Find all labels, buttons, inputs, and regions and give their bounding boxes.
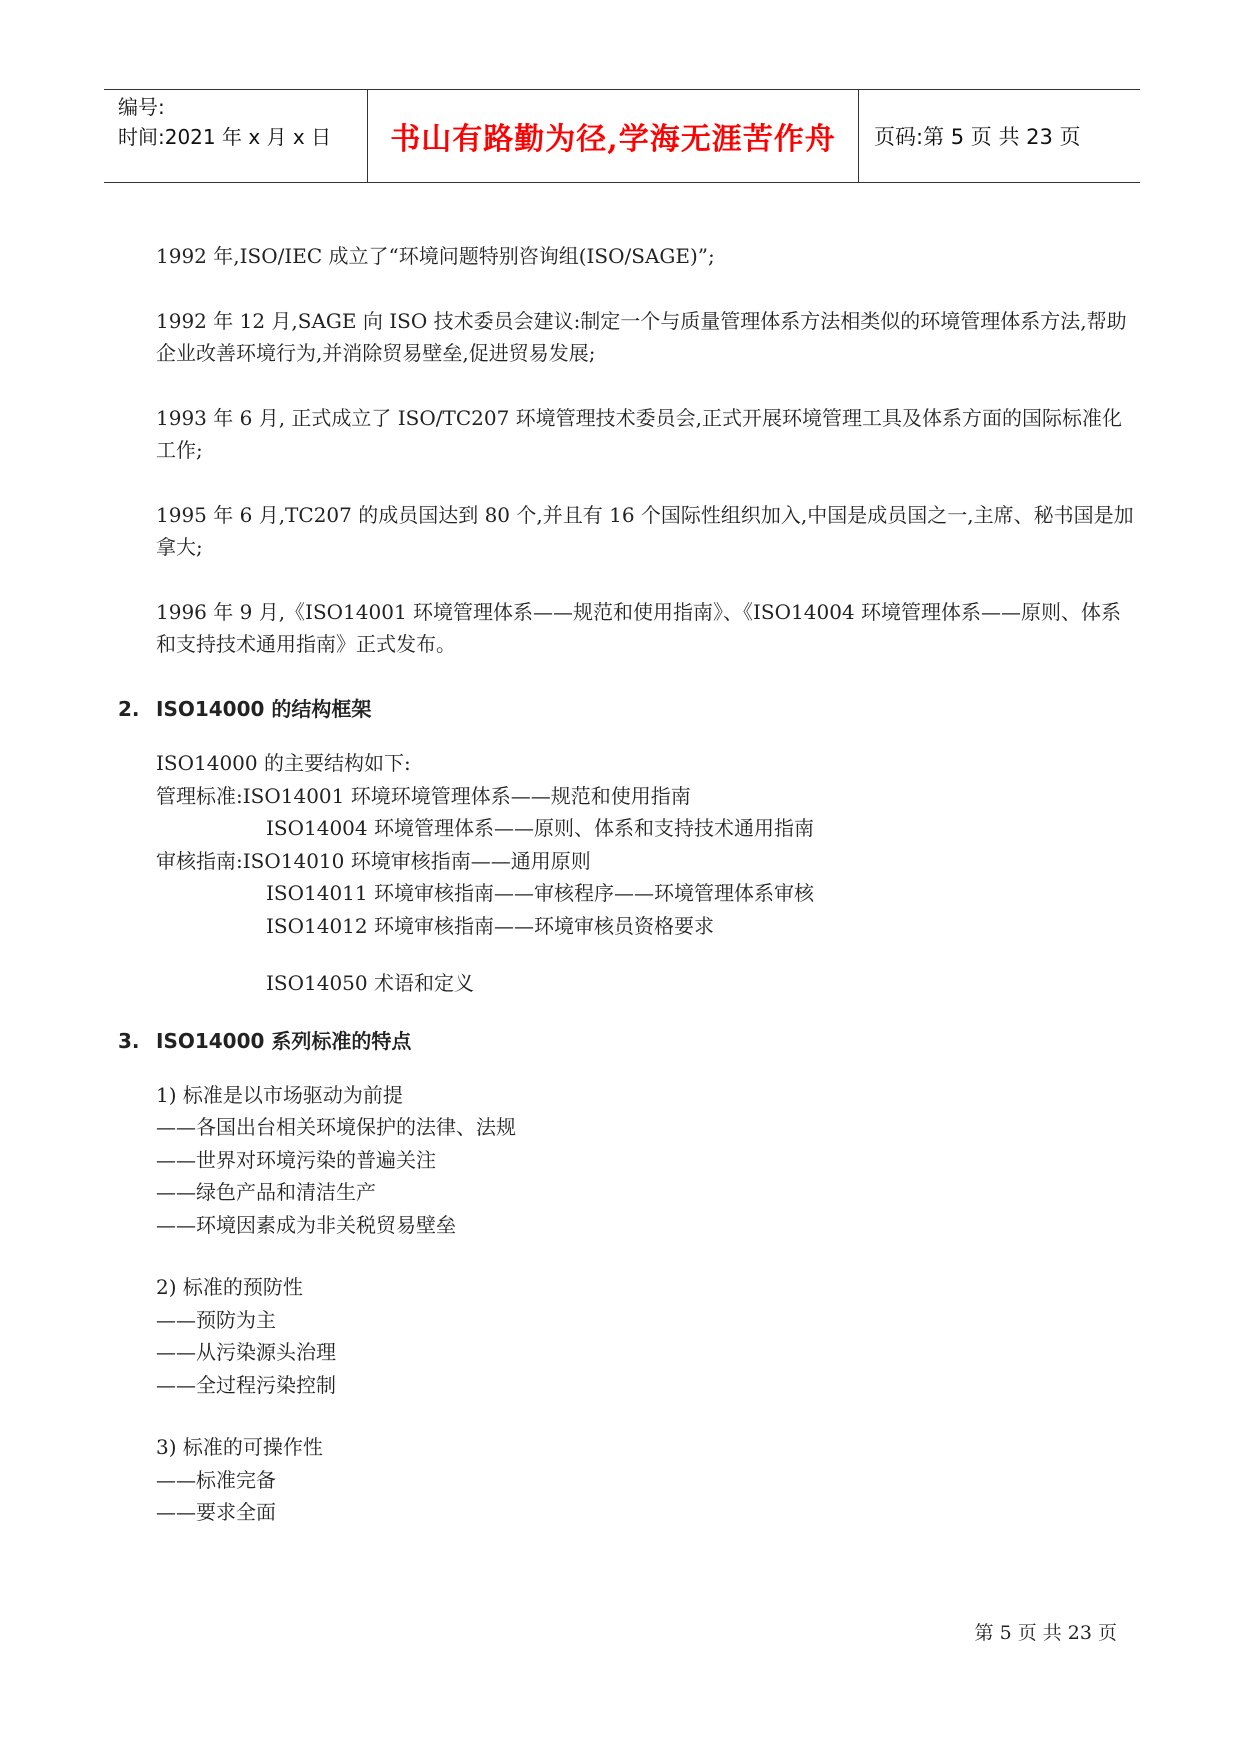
feature-item: ——预防为主: [156, 1307, 276, 1332]
header-page-label: 页码:第 5 页 共 23 页: [874, 125, 1081, 149]
spacer: [156, 1000, 1136, 1025]
section-title: ISO14000 系列标准的特点: [156, 1028, 412, 1053]
spacer: [156, 1401, 1136, 1431]
section-3-heading: [118, 1025, 1136, 1057]
history-paragraph: 1992 年 12 月,SAGE 向 ISO 技术委员会建议:制定一个与质量管理体系方法相类似的环境管理体系方法,帮助企业改善环境行为,并消除贸易壁垒,促进贸易发展;: [156, 309, 1127, 365]
feature-item: ——各国出台相关环境保护的法律、法规: [156, 1115, 516, 1139]
header-motto: 书山有路勤为径,学海无涯苦作舟: [390, 122, 836, 157]
feature-heading: 1) 标准是以市场驱动为前提: [156, 1082, 403, 1107]
page-header: [104, 89, 1140, 183]
feature-item: ——从污染源头治理: [156, 1340, 336, 1364]
section-title: ISO14000 的结构框架: [156, 697, 372, 721]
feature-item: ——要求全面: [156, 1500, 276, 1524]
structure-item: ISO14001 环境环境管理体系——规范和使用指南: [242, 783, 691, 808]
structure-item: ISO14010 环境审核指南——通用原则: [242, 848, 591, 873]
section-number: 3.: [118, 1028, 140, 1053]
audit-guide-row: [156, 845, 1136, 878]
feature-item: ——标准完备: [156, 1467, 276, 1492]
audit-label: 审核指南:: [156, 848, 243, 873]
feature-heading: 2) 标准的预防性: [156, 1275, 303, 1299]
history-paragraph: 1995 年 6 月,TC207 的成员国达到 80 个,并且有 16 个国际性组织加入,中国是成员国之一,主席、秘书国是加拿大;: [156, 503, 1134, 559]
document-body: [118, 240, 1136, 1529]
spacer: [156, 1241, 1136, 1271]
feature-heading: 3) 标准的可操作性: [156, 1435, 323, 1459]
structure-item: ISO14004 环境管理体系——原则、体系和支持技术通用指南: [266, 816, 814, 840]
feature-item: ——绿色产品和清洁生产: [156, 1180, 376, 1204]
document-time-label: 时间:2021 年 x 月 x 日: [118, 125, 332, 149]
spacer: [156, 942, 1136, 967]
history-paragraph: 1996 年 9 月,《ISO14001 环境管理体系——规范和使用指南》、《ISO14004 环境管理体系——原则、体系和支持技术通用指南》正式发布。: [156, 600, 1122, 656]
section-number: 2.: [118, 697, 140, 721]
structure-intro: ISO14000 的主要结构如下:: [156, 751, 411, 775]
mgmt-label: 管理标准:: [156, 783, 243, 808]
header-divider-left: [367, 90, 368, 182]
header-meta: [118, 92, 368, 152]
mgmt-standard-row: [156, 780, 1136, 813]
history-paragraph: 1993 年 6 月, 正式成立了 ISO/TC207 环境管理技术委员会,正式开展环境管理工具及体系方面的国际标准化工作;: [156, 406, 1123, 462]
structure-item: ISO14012 环境审核指南——环境审核员资格要求: [266, 913, 714, 938]
document-number-label: 编号:: [118, 95, 165, 119]
header-divider-right: [858, 90, 859, 182]
feature-item: ——世界对环境污染的普遍关注: [156, 1147, 436, 1172]
terms-item: ISO14050 术语和定义: [266, 971, 474, 995]
feature-item: ——环境因素成为非关税贸易壁垒: [156, 1212, 456, 1237]
history-paragraph: 1992 年,ISO/IEC 成立了“环境问题特别咨询组(ISO/SAGE)”;: [156, 244, 715, 268]
section-2-heading: [118, 693, 1136, 725]
page-footer: 第 5 页 共 23 页: [974, 1622, 1117, 1644]
structure-item: ISO14011 环境审核指南——审核程序——环境管理体系审核: [266, 881, 814, 905]
feature-item: ——全过程污染控制: [156, 1372, 336, 1397]
